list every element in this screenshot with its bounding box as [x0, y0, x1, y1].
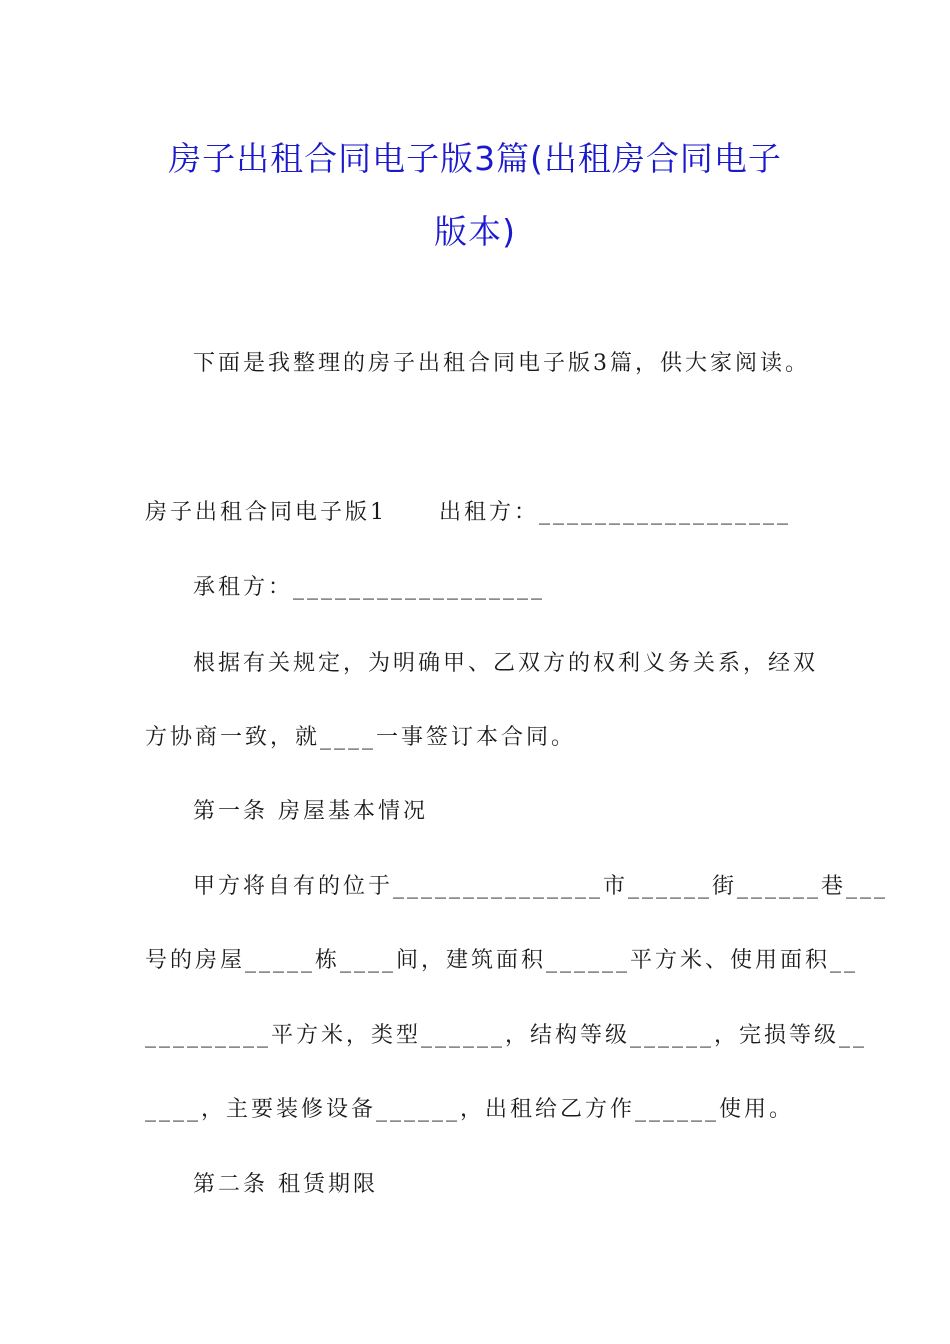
section-heading: 房子出租合同电子版1 — [145, 500, 387, 525]
document-title-line-2: 版本) — [434, 212, 516, 251]
lessee-field: 承租方：__________________ — [193, 575, 546, 600]
intro-paragraph: 下面是我整理的房子出租合同电子版3篇，供大家阅读。 — [193, 351, 810, 376]
paragraph-1-line-2: 方协商一致，就____一事签订本合同。 — [145, 725, 577, 750]
document-title-line-1: 房子出租合同电子版3篇(出租房合同电子 — [168, 139, 782, 178]
lessor-field: 出租方：__________________ — [439, 500, 792, 525]
article-1-line-3: _________平方米，类型______，结构等级______，完损等级__ — [145, 1023, 868, 1048]
article-1-heading: 第一条 房屋基本情况 — [193, 799, 428, 824]
contract-1-header-line — [145, 495, 791, 526]
article-2-heading: 第二条 租赁期限 — [193, 1172, 378, 1197]
article-1-line-2: 号的房屋_____栋____间，建筑面积______平方米、使用面积__ — [145, 948, 859, 973]
paragraph-1-line-1: 根据有关规定，为明确甲、乙双方的权利义务关系，经双 — [193, 651, 819, 676]
article-1-line-1: 甲方将自有的位于_______________市______街______巷___ — [193, 874, 889, 899]
article-1-line-4: ____，主要装修设备______，出租给乙方作______使用。 — [145, 1097, 795, 1122]
